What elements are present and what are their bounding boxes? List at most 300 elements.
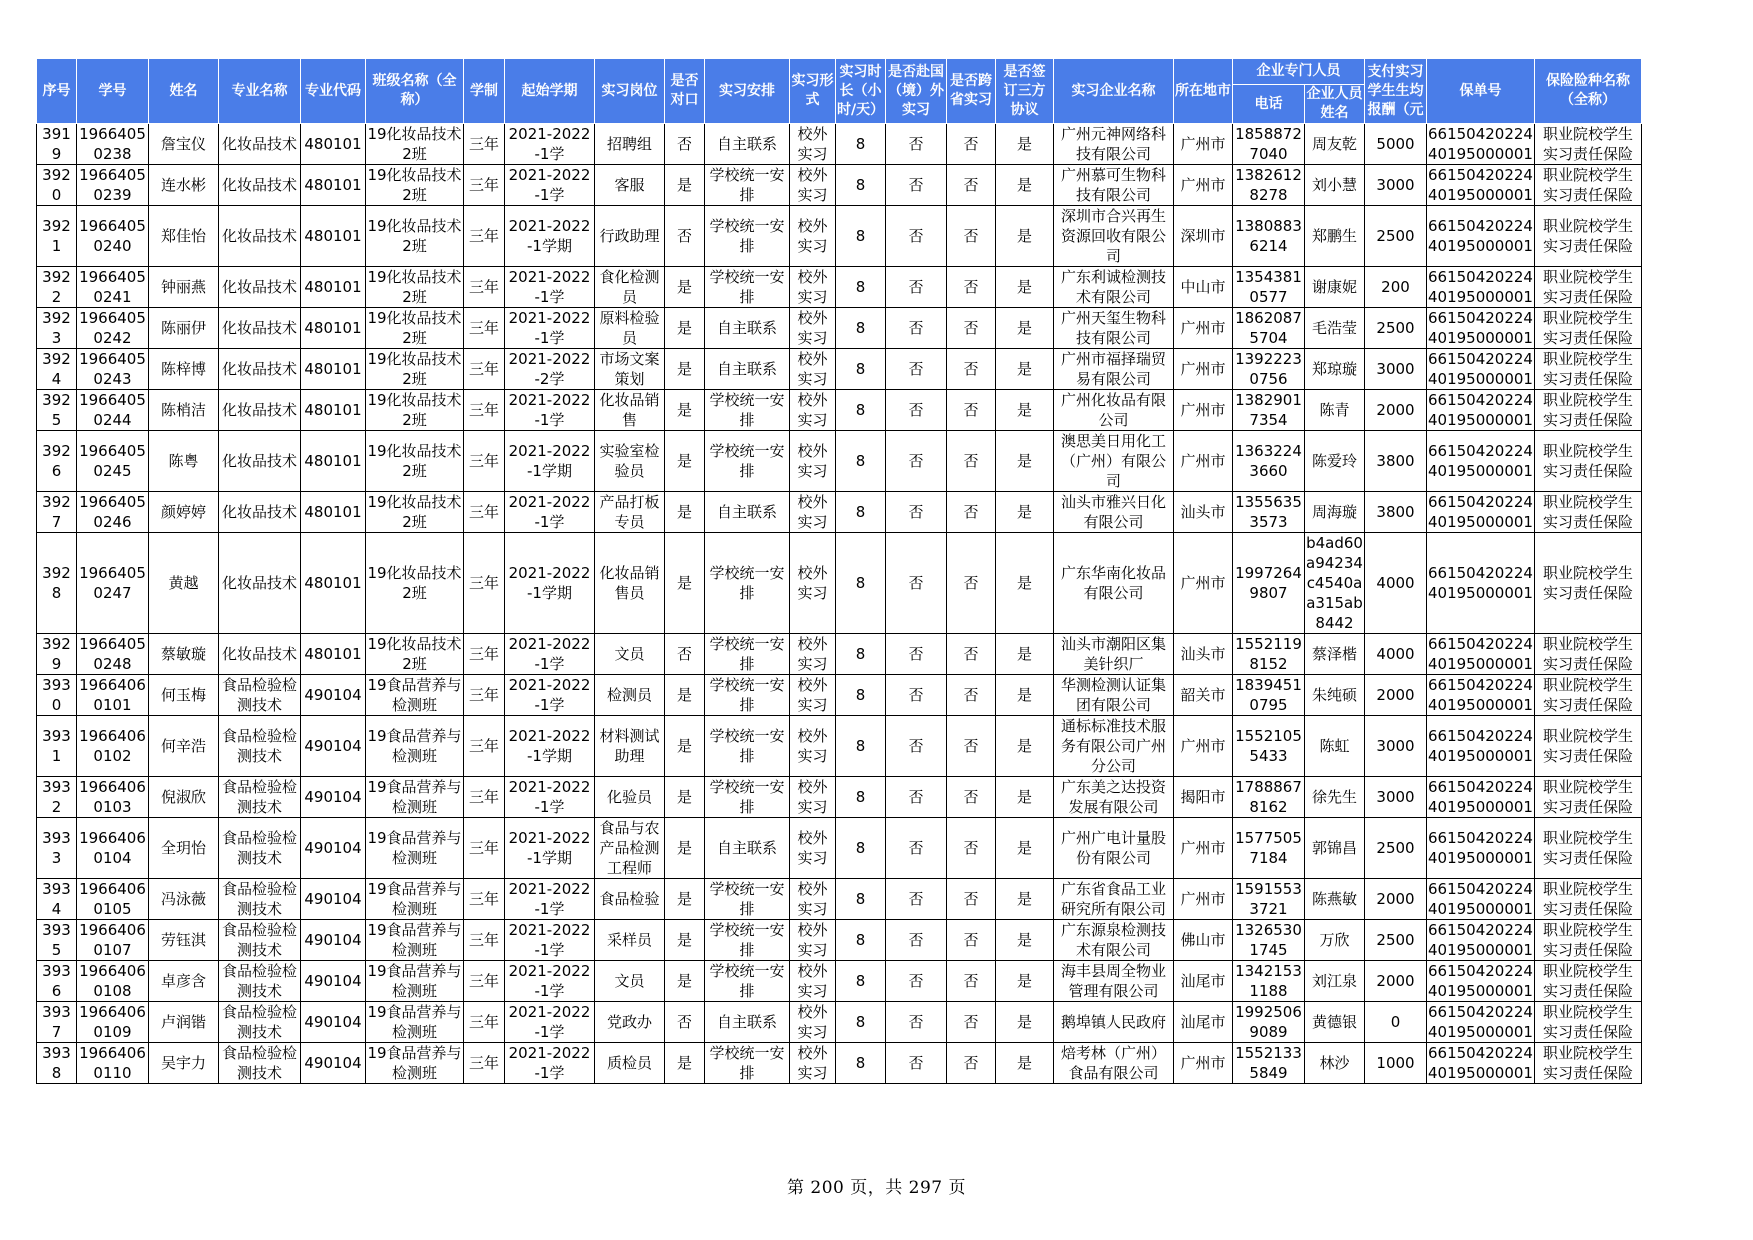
cell-major: 食品检验检测技术 (219, 879, 301, 920)
cell-tri: 是 (996, 634, 1054, 675)
cell-seq: 3935 (37, 920, 77, 961)
cell-policy: 6615042022440195000001 (1428, 125, 1533, 163)
cell-name: 冯泳薇 (149, 879, 219, 920)
header-city: 所在地市 (1174, 59, 1233, 124)
cell-phone: 17888678162 (1233, 777, 1305, 818)
cell-form: 校外实习 (790, 165, 836, 206)
cell-code: 480101 (301, 533, 366, 634)
cell-code: 490104 (301, 675, 366, 716)
cell-code: 490104 (301, 818, 366, 879)
cell-ins: 职业院校学生实习责任保险 (1535, 308, 1642, 349)
cell-class: 19化妆品技术2班 (367, 166, 462, 204)
cell-code: 480101 (301, 267, 366, 308)
cell-pos: 化妆品销售 (595, 390, 665, 431)
cell-major: 食品检验检测技术 (219, 675, 301, 716)
cell-tri: 是 (996, 777, 1054, 818)
cell-id: 19664050243 (77, 349, 149, 390)
cell-class: 19化妆品技术2班 (367, 268, 462, 306)
cell-contact: 朱纯硕 (1305, 675, 1365, 716)
table-row (37, 1002, 1642, 1043)
cell-code: 490104 (301, 777, 366, 818)
cell-company: 广东华南化妆品有限公司 (1054, 533, 1174, 634)
cell-code: 480101 (301, 308, 366, 349)
cell-form: 校外实习 (790, 1043, 836, 1084)
cell-match: 是 (665, 879, 705, 920)
cell-name: 全玥怡 (149, 818, 219, 879)
cell-hours: 8 (836, 675, 886, 716)
cell-id: 19664060102 (77, 716, 149, 777)
cell-tri: 是 (996, 716, 1054, 777)
cell-tri: 是 (996, 492, 1054, 533)
cell-policy: 6615042022440195000001 (1428, 493, 1533, 531)
cell-hours: 8 (836, 879, 886, 920)
cell-arr: 学校统一安排 (705, 920, 790, 961)
cell-term: 2021-2022-1学期 (505, 431, 595, 492)
cell-match: 是 (665, 818, 705, 879)
cell-pos: 文员 (595, 634, 665, 675)
cell-city: 深圳市 (1174, 206, 1233, 267)
cell-cross: 否 (947, 961, 996, 1002)
header-abroad: 是否赴国（境）外实习 (886, 59, 947, 124)
cell-city: 汕尾市 (1174, 961, 1233, 1002)
cell-cross: 否 (947, 777, 996, 818)
cell-tri: 是 (996, 675, 1054, 716)
cell-abroad: 否 (886, 267, 947, 308)
cell-ins: 职业院校学生实习责任保险 (1535, 818, 1642, 879)
cell-salary: 4000 (1365, 634, 1427, 675)
cell-cross: 否 (947, 492, 996, 533)
cell-tri: 是 (996, 349, 1054, 390)
cell-phone: 15521055433 (1233, 716, 1305, 777)
cell-hours: 8 (836, 777, 886, 818)
cell-dur: 三年 (464, 431, 505, 492)
cell-match: 是 (665, 777, 705, 818)
cell-arr: 学校统一安排 (705, 716, 790, 777)
cell-form: 校外实习 (790, 879, 836, 920)
table-row (37, 634, 1642, 675)
cell-contact: b4ad60a94234c4540aa315ab8442 (1306, 534, 1363, 632)
cell-company: 广东源泉检测技术有限公司 (1054, 920, 1174, 961)
cell-ins: 职业院校学生实习责任保险 (1535, 431, 1642, 492)
cell-pos: 产品打板专员 (595, 492, 665, 533)
cell-contact: 陈青 (1305, 390, 1365, 431)
table-row (37, 920, 1642, 961)
cell-contact: 郑鹏生 (1305, 206, 1365, 267)
cell-policy: 6615042022440195000001 (1428, 676, 1533, 714)
cell-dur: 三年 (464, 1002, 505, 1043)
cell-salary: 3000 (1365, 349, 1427, 390)
cell-form: 校外实习 (790, 349, 836, 390)
cell-seq: 3926 (37, 431, 77, 492)
cell-pos: 采样员 (595, 920, 665, 961)
cell-company: 焙考林（广州）食品有限公司 (1054, 1043, 1174, 1084)
cell-hours: 8 (836, 390, 886, 431)
cell-form: 校外实习 (790, 308, 836, 349)
cell-class: 19食品营养与检测班 (367, 676, 462, 714)
cell-dur: 三年 (464, 349, 505, 390)
cell-company: 广东省食品工业研究所有限公司 (1054, 879, 1174, 920)
cell-form: 校外实习 (790, 206, 836, 267)
cell-ins: 职业院校学生实习责任保险 (1535, 349, 1642, 390)
cell-id: 19664050238 (77, 124, 149, 165)
cell-term: 2021-2022-1学期 (505, 716, 595, 777)
cell-hours: 8 (836, 349, 886, 390)
cell-cross: 否 (947, 431, 996, 492)
cell-term: 2021-2022-1学 (505, 308, 595, 349)
cell-code: 480101 (301, 431, 366, 492)
cell-policy: 6615042022440195000001 (1428, 880, 1533, 918)
cell-ins: 职业院校学生实习责任保险 (1535, 533, 1642, 634)
cell-salary: 2000 (1365, 675, 1427, 716)
cell-abroad: 否 (886, 920, 947, 961)
header-policy-no: 保单号 (1427, 59, 1535, 124)
cell-abroad: 否 (886, 308, 947, 349)
cell-hours: 8 (836, 165, 886, 206)
cell-salary: 3000 (1365, 716, 1427, 777)
cell-id: 19664050245 (77, 431, 149, 492)
cell-hours: 8 (836, 533, 886, 634)
cell-id: 19664060110 (77, 1043, 149, 1084)
cell-ins: 职业院校学生实习责任保险 (1535, 165, 1642, 206)
cell-policy: 6615042022440195000001 (1428, 921, 1533, 959)
cell-cross: 否 (947, 675, 996, 716)
cell-company: 通标标准技术服务有限公司广州分公司 (1054, 716, 1174, 777)
cell-form: 校外实习 (790, 390, 836, 431)
table-row (37, 206, 1642, 267)
cell-cross: 否 (947, 1043, 996, 1084)
table-row (37, 165, 1642, 206)
cell-form: 校外实习 (790, 920, 836, 961)
cell-ins: 职业院校学生实习责任保险 (1535, 267, 1642, 308)
cell-seq: 3920 (37, 165, 77, 206)
table-row (37, 267, 1642, 308)
cell-phone: 13265301745 (1233, 920, 1305, 961)
cell-tri: 是 (996, 1043, 1054, 1084)
cell-major: 食品检验检测技术 (219, 961, 301, 1002)
cell-id: 19664050248 (77, 634, 149, 675)
cell-abroad: 否 (886, 124, 947, 165)
cell-salary: 5000 (1365, 124, 1427, 165)
cell-abroad: 否 (886, 1002, 947, 1043)
cell-city: 广州市 (1174, 390, 1233, 431)
cell-id: 19664050241 (77, 267, 149, 308)
cell-class: 19化妆品技术2班 (366, 431, 464, 492)
header-insurance: 保险险种名称（全称） (1535, 59, 1642, 124)
cell-term: 2021-2022-1学 (505, 1043, 595, 1084)
cell-dur: 三年 (464, 390, 505, 431)
cell-name: 吴宇力 (149, 1043, 219, 1084)
cell-code: 480101 (301, 349, 366, 390)
cell-term: 2021-2022-1学 (505, 267, 595, 308)
cell-abroad: 否 (886, 390, 947, 431)
cell-dur: 三年 (464, 124, 505, 165)
cell-city: 揭阳市 (1174, 777, 1233, 818)
cell-policy: 6615042022440195000001 (1428, 350, 1533, 388)
cell-cross: 否 (947, 879, 996, 920)
cell-hours: 8 (836, 1043, 886, 1084)
cell-match: 是 (665, 267, 705, 308)
cell-id: 19664050240 (77, 206, 149, 267)
cell-class: 19化妆品技术2班 (367, 350, 462, 388)
cell-phone: 18394510795 (1233, 675, 1305, 716)
cell-pos: 原料检验员 (595, 308, 665, 349)
cell-tri: 是 (996, 961, 1054, 1002)
cell-company: 广州广电计量股份有限公司 (1054, 818, 1174, 879)
table-row (37, 390, 1642, 431)
cell-id: 19664060104 (77, 818, 149, 879)
cell-dur: 三年 (464, 818, 505, 879)
header-contact-name: 企业人员姓名 (1305, 85, 1365, 124)
header-contact-group: 企业专门人员 (1233, 59, 1365, 85)
cell-abroad: 否 (886, 716, 947, 777)
cell-phone: 15915533721 (1233, 879, 1305, 920)
cell-contact: 郑琼璇 (1305, 349, 1365, 390)
cell-policy: 6615042022440195000001 (1428, 635, 1533, 673)
cell-major: 食品检验检测技术 (219, 777, 301, 818)
cell-abroad: 否 (886, 1043, 947, 1084)
header-class-name: 班级名称（全称） (366, 59, 464, 124)
cell-arr: 学校统一安排 (705, 675, 790, 716)
cell-ins: 职业院校学生实习责任保险 (1535, 879, 1642, 920)
cell-major: 化妆品技术 (219, 634, 301, 675)
cell-arr: 自主联系 (705, 1002, 790, 1043)
cell-pos: 文员 (595, 961, 665, 1002)
cell-name: 何辛浩 (149, 716, 219, 777)
cell-name: 连水彬 (149, 165, 219, 206)
cell-city: 汕尾市 (1174, 1002, 1233, 1043)
cell-form: 校外实习 (790, 818, 836, 879)
cell-id: 19664060109 (77, 1002, 149, 1043)
cell-salary: 2500 (1365, 818, 1427, 879)
cell-policy: 6615042022440195000001 (1427, 818, 1535, 879)
cell-class: 19化妆品技术2班 (366, 533, 464, 634)
cell-code: 480101 (301, 206, 366, 267)
cell-major: 化妆品技术 (219, 431, 301, 492)
cell-cross: 否 (947, 165, 996, 206)
cell-name: 蔡敏璇 (149, 634, 219, 675)
cell-major: 化妆品技术 (219, 206, 301, 267)
cell-company: 澳思美日用化工（广州）有限公司 (1054, 431, 1174, 492)
cell-ins: 职业院校学生实习责任保险 (1535, 206, 1642, 267)
page-footer: 第 200 页，共 297 页 (786, 1178, 966, 1198)
cell-seq: 3925 (37, 390, 77, 431)
cell-city: 中山市 (1174, 267, 1233, 308)
cell-pos: 客服 (595, 165, 665, 206)
cell-major: 化妆品技术 (219, 492, 301, 533)
cell-arr: 自主联系 (705, 349, 790, 390)
cell-arr: 自主联系 (705, 818, 790, 879)
table-row (37, 1043, 1642, 1084)
table-row (37, 124, 1642, 165)
cell-phone: 19925069089 (1233, 1002, 1305, 1043)
cell-company: 广州慕可生物科技有限公司 (1054, 165, 1174, 206)
cell-arr: 学校统一安排 (705, 777, 790, 818)
cell-seq: 3930 (37, 675, 77, 716)
internship-table (36, 58, 1642, 1084)
cell-code: 490104 (301, 1002, 366, 1043)
cell-dur: 三年 (464, 675, 505, 716)
cell-arr: 学校统一安排 (705, 206, 790, 267)
cell-contact: 毛浩莹 (1305, 308, 1365, 349)
cell-salary: 3000 (1365, 777, 1427, 818)
header-hours: 实习时长（小时/天） (836, 59, 886, 124)
cell-phone: 13808836214 (1233, 206, 1305, 267)
cell-salary: 2000 (1365, 879, 1427, 920)
table-row (37, 818, 1642, 879)
cell-match: 是 (665, 961, 705, 1002)
cell-salary: 4000 (1365, 533, 1427, 634)
cell-match: 是 (665, 675, 705, 716)
cell-salary: 3800 (1365, 431, 1427, 492)
cell-seq: 3929 (37, 634, 77, 675)
cell-match: 否 (665, 634, 705, 675)
cell-form: 校外实习 (790, 777, 836, 818)
cell-hours: 8 (836, 206, 886, 267)
cell-match: 是 (665, 1043, 705, 1084)
cell-id: 19664060108 (77, 961, 149, 1002)
cell-form: 校外实习 (790, 533, 836, 634)
cell-seq: 3932 (37, 777, 77, 818)
cell-seq: 3921 (37, 206, 77, 267)
cell-policy: 6615042022440195000001 (1427, 431, 1535, 492)
cell-company: 广州天玺生物科技有限公司 (1054, 308, 1174, 349)
header-matched: 是否对口 (665, 59, 705, 124)
cell-dur: 三年 (464, 533, 505, 634)
cell-arr: 学校统一安排 (705, 533, 790, 634)
cell-company: 广东美之达投资发展有限公司 (1054, 777, 1174, 818)
cell-major: 化妆品技术 (219, 349, 301, 390)
cell-match: 是 (665, 716, 705, 777)
cell-match: 否 (665, 1002, 705, 1043)
cell-pos: 食品检验 (595, 879, 665, 920)
cell-ins: 职业院校学生实习责任保险 (1535, 124, 1642, 165)
cell-policy: 6615042022440195000001 (1428, 778, 1533, 816)
cell-policy: 6615042022440195000001 (1427, 533, 1535, 634)
header-phone: 电话 (1233, 85, 1305, 124)
cell-salary: 3800 (1365, 492, 1427, 533)
cell-match: 是 (665, 165, 705, 206)
table-row (37, 349, 1642, 390)
cell-form: 校外实习 (790, 961, 836, 1002)
cell-code: 480101 (301, 492, 366, 533)
cell-major: 食品检验检测技术 (219, 818, 301, 879)
cell-tri: 是 (996, 879, 1054, 920)
cell-code: 490104 (301, 879, 366, 920)
cell-id: 19664050239 (77, 165, 149, 206)
cell-abroad: 否 (886, 492, 947, 533)
cell-phone: 13826128278 (1233, 165, 1305, 206)
cell-major: 化妆品技术 (219, 124, 301, 165)
cell-abroad: 否 (886, 777, 947, 818)
cell-class: 19化妆品技术2班 (367, 125, 462, 163)
cell-major: 化妆品技术 (219, 308, 301, 349)
cell-hours: 8 (836, 920, 886, 961)
cell-phone: 15521198152 (1233, 634, 1305, 675)
table-row (37, 533, 1642, 634)
cell-contact: 陈虹 (1305, 716, 1365, 777)
cell-id: 19664050247 (77, 533, 149, 634)
cell-name: 詹宝仪 (149, 124, 219, 165)
cell-contact: 刘小慧 (1305, 165, 1365, 206)
cell-seq: 3923 (37, 308, 77, 349)
cell-seq: 3922 (37, 267, 77, 308)
cell-term: 2021-2022-1学 (505, 124, 595, 165)
cell-match: 否 (665, 206, 705, 267)
cell-major: 化妆品技术 (219, 533, 301, 634)
cell-name: 卓彦含 (149, 961, 219, 1002)
cell-contact: 周友乾 (1305, 124, 1365, 165)
cell-hours: 8 (836, 308, 886, 349)
cell-code: 480101 (301, 634, 366, 675)
cell-class: 19化妆品技术2班 (367, 309, 462, 347)
header-major-code: 专业代码 (301, 59, 366, 124)
cell-arr: 学校统一安排 (705, 390, 790, 431)
cell-dur: 三年 (464, 165, 505, 206)
cell-salary: 2500 (1365, 920, 1427, 961)
cell-contact: 谢康妮 (1305, 267, 1365, 308)
cell-city: 广州市 (1174, 1043, 1233, 1084)
cell-pos: 化妆品销售员 (595, 533, 665, 634)
cell-ins: 职业院校学生实习责任保险 (1535, 961, 1642, 1002)
cell-code: 480101 (301, 165, 366, 206)
cell-phone: 13829017354 (1233, 390, 1305, 431)
cell-major: 化妆品技术 (219, 390, 301, 431)
header-major: 专业名称 (219, 59, 301, 124)
table-row (37, 431, 1642, 492)
cell-city: 佛山市 (1174, 920, 1233, 961)
cell-contact: 刘江泉 (1305, 961, 1365, 1002)
cell-phone: 13421531188 (1233, 961, 1305, 1002)
cell-arr: 学校统一安排 (705, 267, 790, 308)
cell-id: 19664050244 (77, 390, 149, 431)
cell-city: 广州市 (1174, 818, 1233, 879)
header-seq: 序号 (37, 59, 77, 124)
cell-pos: 食品与农产品检测工程师 (595, 818, 665, 879)
cell-name: 陈粤 (149, 431, 219, 492)
cell-hours: 8 (836, 431, 886, 492)
cell-name: 黄越 (149, 533, 219, 634)
header-duration: 学制 (464, 59, 505, 124)
cell-cross: 否 (947, 1002, 996, 1043)
cell-major: 食品检验检测技术 (219, 716, 301, 777)
cell-city: 广州市 (1174, 716, 1233, 777)
cell-term: 2021-2022-1学 (505, 879, 595, 920)
cell-hours: 8 (836, 818, 886, 879)
cell-phone: 15775057184 (1233, 818, 1305, 879)
cell-company: 广东利诚检测技术有限公司 (1054, 267, 1174, 308)
cell-arr: 学校统一安排 (705, 961, 790, 1002)
cell-abroad: 否 (886, 634, 947, 675)
cell-contact: 陈燕敏 (1305, 879, 1365, 920)
cell-abroad: 否 (886, 675, 947, 716)
cell-policy: 6615042022440195000001 (1428, 1003, 1533, 1041)
cell-tri: 是 (996, 431, 1054, 492)
cell-arr: 自主联系 (705, 124, 790, 165)
table-row (37, 879, 1642, 920)
cell-class: 19食品营养与检测班 (367, 778, 462, 816)
cell-name: 倪淑欣 (149, 777, 219, 818)
cell-seq: 3927 (37, 492, 77, 533)
cell-pos: 市场文案策划 (595, 349, 665, 390)
cell-city: 汕头市 (1174, 492, 1233, 533)
cell-major: 化妆品技术 (219, 267, 301, 308)
cell-hours: 8 (836, 267, 886, 308)
header-arrangement: 实习安排 (705, 59, 790, 124)
cell-dur: 三年 (464, 267, 505, 308)
cell-contact: 徐先生 (1305, 777, 1365, 818)
cell-name: 颜婷婷 (149, 492, 219, 533)
cell-seq: 3924 (37, 349, 77, 390)
